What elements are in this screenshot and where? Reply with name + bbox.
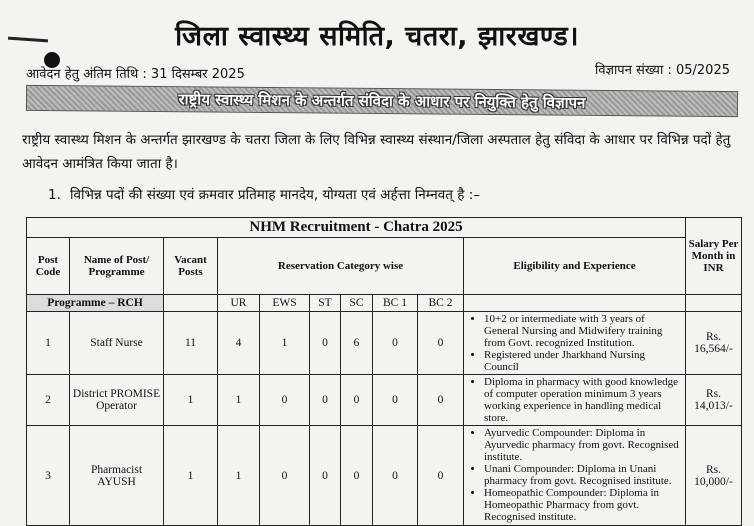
point-text: विभिन्न पदों की संख्या एवं क्रमवार प्रतिमाह मानदेय, योग्यता एवं अर्हत्ता निम्नवत् है :–	[70, 187, 481, 203]
banner-heading: राष्ट्रीय स्वास्थ्य मिशन के अन्तर्गत संविदा के आधार पर नियुक्ति हेतु विज्ञापन	[26, 85, 738, 117]
post-name: Staff Nurse	[70, 312, 164, 375]
reservation-header: Reservation Category wise	[218, 238, 464, 295]
post-name: Pharmacist AYUSH	[70, 426, 164, 526]
post-code: 2	[27, 375, 70, 426]
salary: Rs. 10,000/-	[686, 426, 742, 526]
eligibility-item: • Ayurvedic Compounder: Diploma in Ayurvedic pharmacy from govt. Recognised institute.	[484, 427, 682, 463]
table-row	[27, 426, 742, 526]
empty-cell	[686, 295, 742, 312]
programme-label: Programme – RCH	[27, 295, 164, 312]
salary: Rs. 16,564/-	[686, 312, 742, 375]
recruitment-table	[26, 217, 742, 526]
eligibility-item: • Unani Compounder: Diploma in Unani pharmacy from govt. Recognised institute.	[484, 463, 682, 487]
table-row	[27, 312, 742, 375]
eligibility-cell	[464, 375, 686, 426]
empty-cell	[164, 295, 218, 312]
empty-cell	[464, 295, 686, 312]
eligibility-item: • Registered under Jharkhand Nursing Council	[484, 349, 682, 373]
salary-header: Salary Per Month in INR	[686, 218, 742, 295]
post-name: District PROMISE Operator	[70, 375, 164, 426]
post-name-header: Name of Post/ Programme	[70, 238, 164, 295]
eligibility-header: Eligibility and Experience	[464, 238, 686, 295]
reservation-count: 0	[418, 312, 464, 375]
eligibility-item: • 10+2 or intermediate with 3 years of General Nursing and Midwifery training from Govt. recognized Institution.	[484, 313, 682, 349]
reservation-count: 0	[310, 375, 341, 426]
category-header: ST	[310, 295, 341, 312]
table-title: NHM Recruitment - Chatra 2025	[27, 218, 686, 238]
reservation-count: 0	[373, 426, 418, 526]
vacant-posts: 11	[164, 312, 218, 375]
eligibility-item: • Diploma in pharmacy with good knowledge of computer operation minimum 3 years working experience in handling medical store.	[484, 376, 682, 424]
post-code-header: Post Code	[27, 238, 70, 295]
reservation-count: 1	[260, 312, 310, 375]
eligibility-cell	[464, 426, 686, 526]
vacant-posts: 1	[164, 426, 218, 526]
reservation-count: 0	[341, 426, 373, 526]
category-header: UR	[218, 295, 260, 312]
table-row	[27, 375, 742, 426]
reservation-count: 0	[260, 426, 310, 526]
reservation-count: 0	[373, 375, 418, 426]
post-code: 1	[27, 312, 70, 375]
advertisement-number: विज्ञापन संख्या : 05/2025	[595, 63, 730, 78]
reservation-count: 0	[341, 375, 373, 426]
point-1	[48, 185, 480, 203]
intro-paragraph: राष्ट्रीय स्वास्थ्य मिशन के अन्तर्गत झारखण्ड के चतरा जिला के लिए विभिन्न स्वास्थ्य संस्थान/जिला अस्पताल हेतु संविदा के आधार पर विभिन्न पदों हेतु आवेदन आमंत्रित किया जाता है।	[22, 132, 731, 172]
last-date: आवेदन हेतु अंतिम तिथि : 31 दिसम्बर 2025	[26, 67, 245, 82]
reservation-count: 1	[218, 426, 260, 526]
reservation-count: 4	[218, 312, 260, 375]
eligibility-item: • Homeopathic Compounder: Diploma in Homeopathic Pharmacy from govt. Recognised institute.	[484, 487, 682, 523]
page-title: जिला स्वास्थ्य समिति, चतरा, झारखण्ड।	[175, 21, 579, 52]
eligibility-cell	[464, 312, 686, 375]
category-header: EWS	[260, 295, 310, 312]
reservation-count: 0	[418, 426, 464, 526]
reservation-count: 0	[310, 312, 341, 375]
category-header: SC	[341, 295, 373, 312]
vacant-posts-header: Vacant Posts	[164, 238, 218, 295]
reservation-count: 1	[218, 375, 260, 426]
reservation-count: 0	[418, 375, 464, 426]
post-code: 3	[27, 426, 70, 526]
reservation-count: 0	[373, 312, 418, 375]
reservation-count: 0	[260, 375, 310, 426]
vacant-posts: 1	[164, 375, 218, 426]
reservation-count: 6	[341, 312, 373, 375]
point-number: 1.	[48, 187, 61, 203]
category-header: BC 1	[373, 295, 418, 312]
category-header: BC 2	[418, 295, 464, 312]
salary: Rs. 14,013/-	[686, 375, 742, 426]
reservation-count: 0	[310, 426, 341, 526]
